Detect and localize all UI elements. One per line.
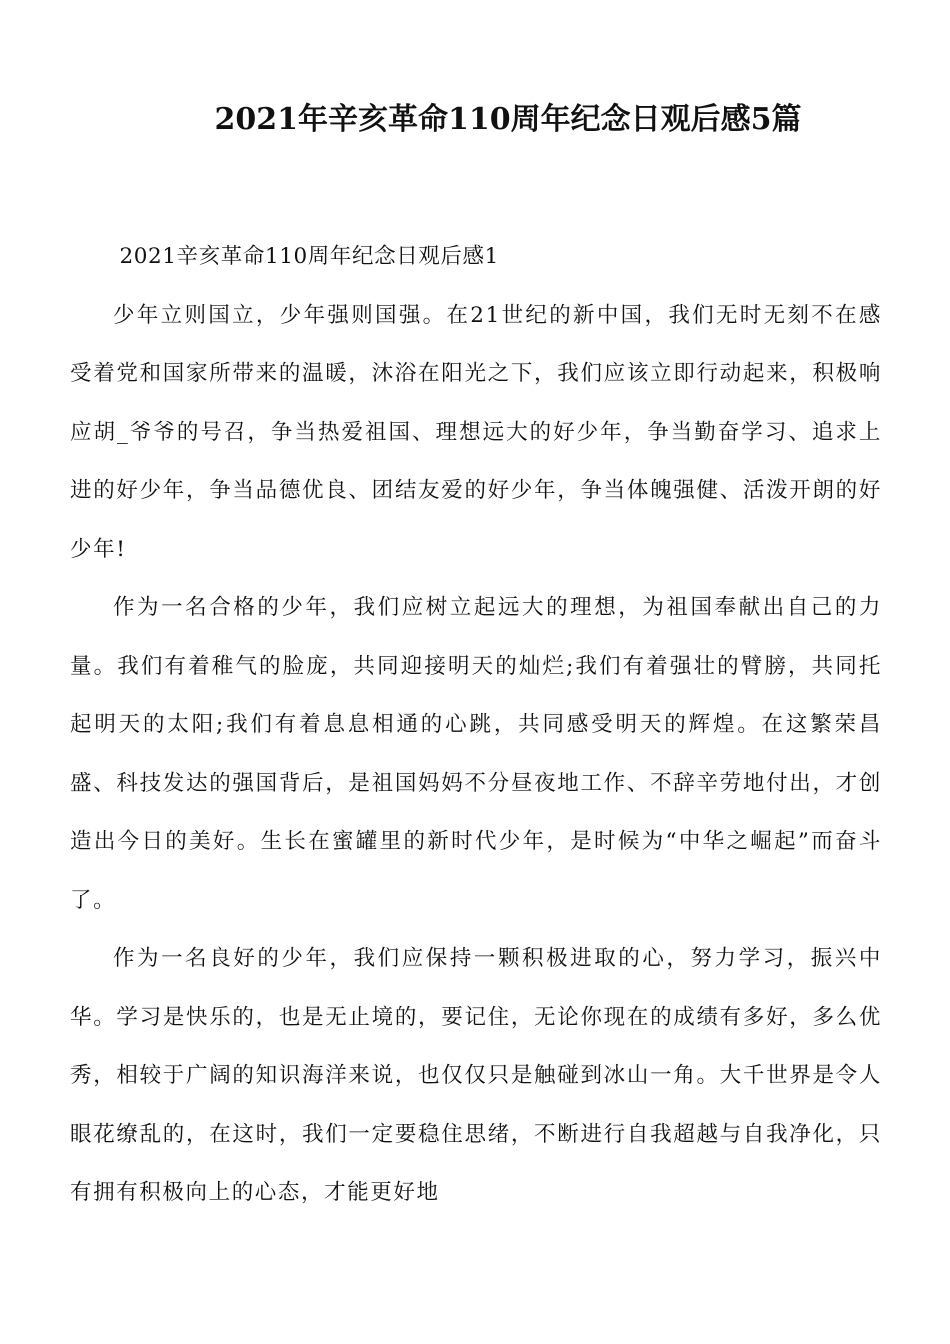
paragraph-1: 少年立则国立，少年强则国强。在21世纪的新中国，我们无时无刻不在感受着党和国家所带来的温暖，沐浴在阳光之下，我们应该立即行动起来，积极响应胡_爷爷的号召，争当热爱祖国、理想远大的好少年，争当勤奋学习、追求上进的好少年，争当品德优良、团结友爱的好少年，争当体魄强健、活泼开朗的好少年! <box>70 302 882 562</box>
paragraph-2: 作为一名合格的少年，我们应树立起远大的理想，为祖国奉献出自己的力量。我们有着稚气的脸庞，共同迎接明天的灿烂;我们有着强壮的臂膀，共同托起明天的太阳;我们有着息息相通的心跳，共同感受明天的辉煌。在这繁荣昌盛、科技发达的强国背后，是祖国妈妈不分昼夜地工作、不辞辛劳地付出，才创造出今日的美好。生长在蜜罐里的新时代少年，是时候为“中华之崛起”而奋斗了。 <box>70 595 882 913</box>
paragraph-3: 作为一名良好的少年，我们应保持一颗积极进取的心，努力学习，振兴中华。学习是快乐的，也是无止境的，要记住，无论你现在的成绩有多好，多么优秀，相较于广阔的知识海洋来说，也仅仅只是触碰到冰山一角。大千世界是令人眼花缭乱的，在这时，我们一定要稳住思绪，不断进行自我超越与自我净化，只有拥有积极向上的心态，才能更好地 <box>70 946 882 1205</box>
document-body <box>70 228 882 1223</box>
document-title: 2021年辛亥革命110周年纪念日观后感5篇 <box>214 102 802 137</box>
section-heading: 2021辛亥革命110周年纪念日观后感1 <box>119 244 499 269</box>
